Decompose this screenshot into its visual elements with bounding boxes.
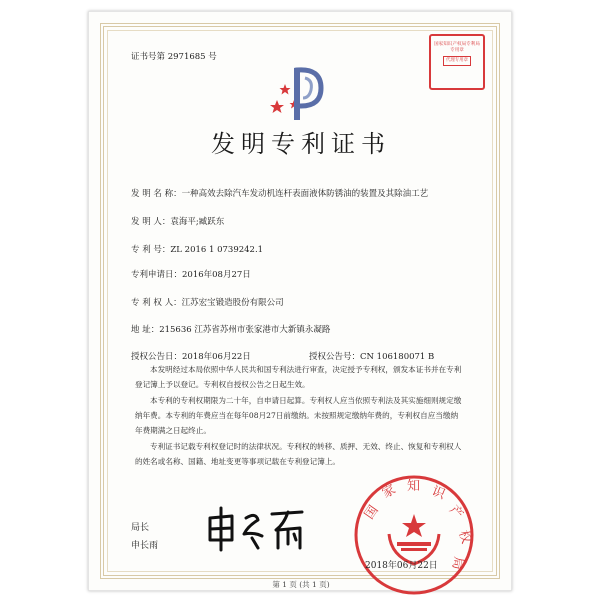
svg-text:权: 权 [455, 528, 474, 546]
certificate-title: 发明专利证书 [211, 130, 391, 158]
invention-name-value: 一种高效去除汽车发动机连杆表面液体防锈油的装置及其除油工艺 [181, 189, 429, 199]
svg-text:家: 家 [379, 482, 399, 502]
svg-text:产: 产 [446, 502, 466, 523]
field-patentee [131, 296, 284, 308]
patentee-label: 专 利 权 人： [131, 298, 182, 308]
certificate-number-label: 证书号第 [131, 52, 166, 62]
field-patent-number [131, 243, 263, 255]
page-info: 第 1 页 (共 1 页) [272, 580, 330, 589]
director-name: 申长雨 [131, 541, 159, 551]
field-invention-name [131, 187, 428, 199]
grant-date-label: 授权公告日： [131, 352, 183, 362]
patent-number-label: 专 利 号： [131, 245, 171, 255]
svg-text:知: 知 [407, 479, 421, 494]
sipo-logo [267, 62, 333, 126]
address-label: 地 址： [131, 325, 160, 335]
patent-certificate [88, 11, 512, 591]
grant-date-value: 2018年06月22日 [182, 352, 251, 362]
field-inventor [131, 215, 224, 227]
filing-date-value: 2016年08月27日 [182, 270, 251, 280]
field-grant-number [309, 350, 434, 362]
svg-text:国: 国 [361, 503, 382, 523]
certificate-number-suffix: 号 [208, 52, 217, 62]
patentee-value: 江苏宏宝锻造股份有限公司 [181, 298, 284, 308]
address-value: 215636 江苏省苏州市张家港市大新镇永凝路 [159, 325, 331, 335]
inventor-value: 袁海平;臧跃东 [170, 217, 225, 227]
inventor-label: 发 明 人： [131, 217, 171, 227]
certificate-number-value: 2971685 [167, 52, 206, 62]
certificate-number [131, 50, 217, 62]
filing-date-label: 专利申请日： [131, 270, 183, 280]
invention-name-label: 发 明 名 称： [131, 189, 182, 199]
patent-number-value: ZL 2016 1 0739242.1 [170, 245, 264, 255]
seal-date: 2018年06月22日 [365, 561, 438, 571]
grant-number-value: CN 106180071 B [360, 352, 435, 362]
svg-text:局: 局 [448, 555, 466, 571]
paragraph-2: 本专利的专利权期限为二十年，自申请日起算。专利权人应当依照专利法及其实施细则规定缴纳年费。本专利的年费应当在每年08月27日前缴纳。未按照规定缴纳年费的，专利权自应当缴纳年费期满之日起终止。 [135, 396, 462, 435]
paragraph-1: 本发明经过本局依照中华人民共和国专利法进行审查，决定授予专利权，颁发本证书并在专利登记簿上予以登记。专利权自授权公告之日起生效。 [135, 365, 462, 389]
field-grant-date [131, 350, 251, 362]
paragraph-3: 专利证书记载专利权登记时的法律状况。专利权的转移、质押、无效、终止、恢复和专利权人的姓名或名称、国籍、地址变更等事项记载在专利登记簿上。 [135, 442, 462, 466]
director-title: 局长 [131, 523, 150, 533]
small-seal-stamp: 国家知识产权局专利局 专用章 代理专用章 [429, 34, 485, 90]
grant-number-label: 授权公告号： [309, 352, 361, 362]
field-filing-date [131, 268, 251, 280]
svg-text:识: 识 [429, 483, 448, 503]
field-address [131, 323, 330, 335]
director-signature [204, 504, 314, 558]
